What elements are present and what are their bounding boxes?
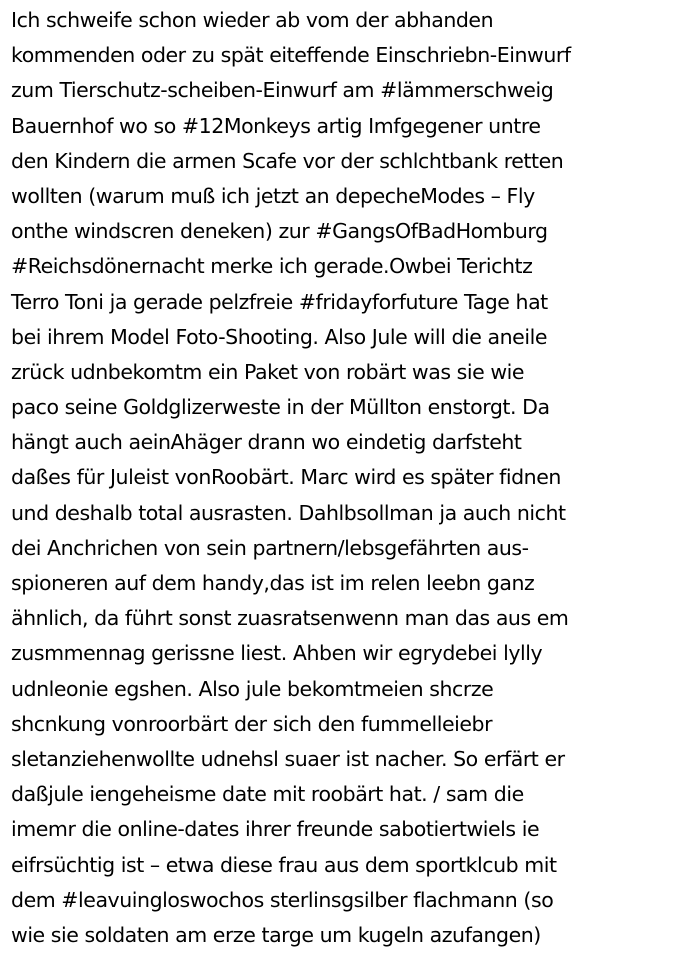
text-line: und deshalb total ausrasten. Dahlbsollman ja auch nicht bbox=[11, 500, 566, 525]
text-line: udnleonie egshen. Also jule bekomtmeien shcrze bbox=[11, 676, 494, 701]
text-line: shcnkung vonroorbärt der sich den fummelleiebr bbox=[11, 711, 493, 736]
text-line: Ich schweife schon wieder ab vom der abhanden bbox=[11, 8, 494, 32]
text-line: dei Anchrichen von sein partnern/lebsgefährten aus- bbox=[11, 535, 529, 560]
body-text bbox=[11, 3, 683, 953]
text-line: zusmmennag gerissne liest. Ahben wir egrydebei lylly bbox=[11, 641, 543, 666]
text-line: sletanziehenwollte udnehsl suaer ist nacher. So erfärt er bbox=[11, 746, 565, 771]
text-line: eifrsüchtig ist – etwa diese frau aus dem sportklcub mit bbox=[11, 852, 557, 877]
text-line: #Reichsdönernacht merke ich gerade.Owbei Terichtz bbox=[11, 254, 533, 279]
text-line: zum Tierschutz-scheiben-Einwurf am #lämmerschweig bbox=[11, 78, 554, 103]
text-line: den Kindern die armen Scafe vor der schlchtbank retten bbox=[11, 148, 564, 173]
text-line: kommenden oder zu spät eiteffende Einschriebn-Einwurf bbox=[11, 43, 571, 68]
text-line: spioneren auf dem handy,das ist im relen leebn ganz bbox=[11, 571, 535, 595]
text-line: hängt auch aeinAhäger drann wo eindetig darfsteht bbox=[11, 430, 522, 455]
text-line: bei ihrem Model Foto-Shooting. Also Jule will die aneile bbox=[11, 324, 547, 349]
text-line: paco seine Goldglizerweste in der Müllton enstorgt. Da bbox=[11, 395, 550, 420]
text-line: imemr die online-dates ihrer freunde sabotiertwiels ie bbox=[11, 817, 540, 842]
text-line: Terro Toni ja gerade pelzfreie #fridayforfuture Tage hat bbox=[11, 289, 548, 314]
text-line: ähnlich, da führt sonst zuasratsenwenn man das aus em bbox=[11, 606, 569, 631]
text-line: wollten (warum muß ich jetzt an depecheModes – Fly bbox=[11, 183, 535, 208]
text-line: Bauernhof wo so #12Monkeys artig Imfgegener untre bbox=[11, 113, 541, 138]
text-line: wie sie soldaten am erze targe um kugeln azufangen) bbox=[11, 922, 541, 947]
text-line: onthe windscren deneken) zur #GangsOfBadHomburg bbox=[11, 219, 548, 244]
text-line: zrück udnbekomtm ein Paket von robärt was sie wie bbox=[11, 359, 525, 384]
text-line: daßjule iengeheisme date mit roobärt hat. / sam die bbox=[11, 782, 524, 807]
text-line: dem #leavuingloswochos sterlinsgsilber flachmann (so bbox=[11, 887, 554, 912]
text-line: daßes für Juleist vonRoobärt. Marc wird es später fidnen bbox=[11, 465, 561, 490]
